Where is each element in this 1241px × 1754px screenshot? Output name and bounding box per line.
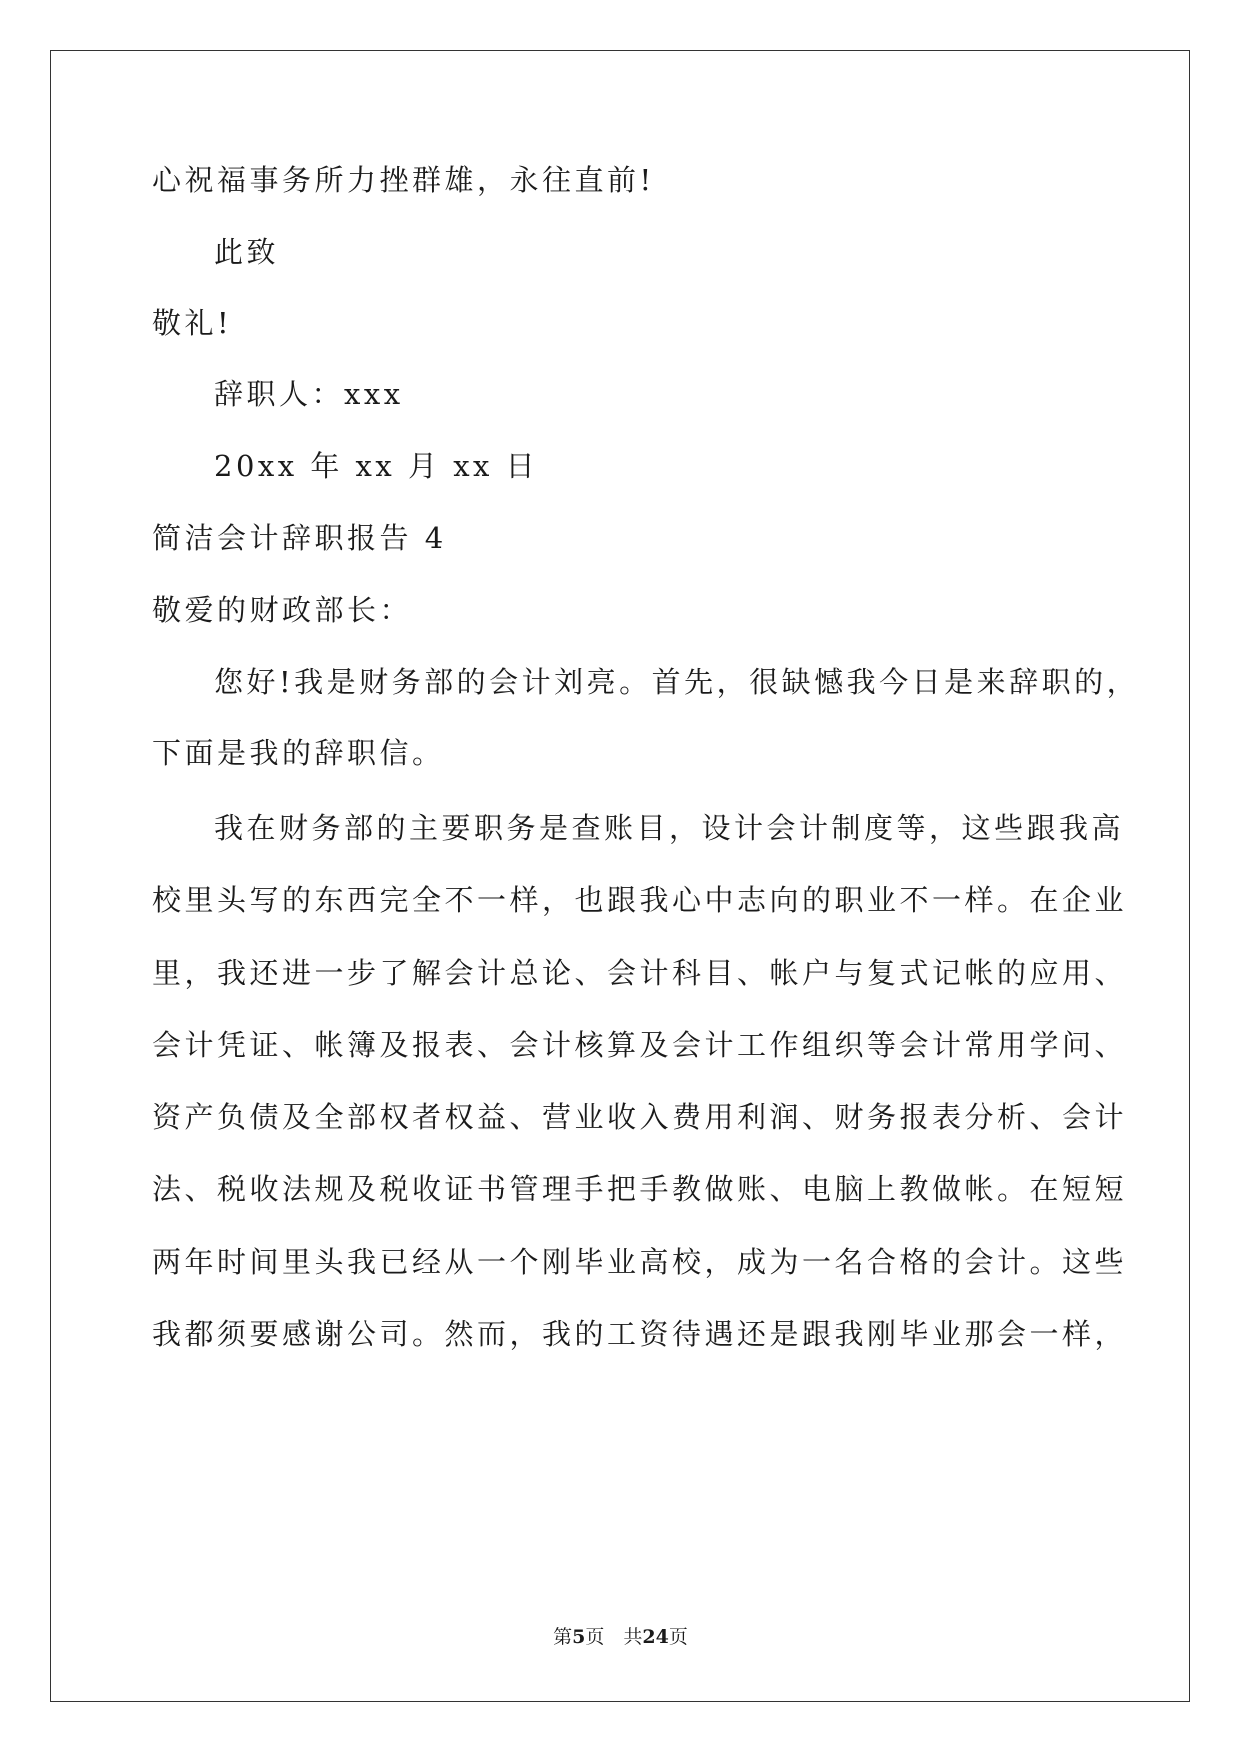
closing-regards: 敬礼!	[152, 306, 233, 340]
signature-line: 辞职人：xxx	[214, 377, 404, 411]
greeting-line: 敬爱的财政部长：	[152, 593, 413, 627]
section-title: 简洁会计辞职报告 4	[152, 521, 447, 555]
total-page-count: 24	[642, 1626, 669, 1648]
page-footer	[0, 1625, 1241, 1649]
footer-suffix: 页	[668, 1626, 688, 1648]
current-page-number: 5	[572, 1626, 586, 1648]
paragraph-line: 里，我还进一步了解会计总论、会计科目、帐户与复式记帐的应用、	[152, 956, 1128, 990]
paragraph-line: 校里头写的东西完全不一样，也跟我心中志向的职业不一样。在企业	[152, 883, 1128, 917]
paragraph-line: 我都须要感谢公司。然而，我的工资待遇还是跟我刚毕业那会一样，	[152, 1317, 1128, 1351]
paragraph-line: 两年时间里头我已经从一个刚毕业高校，成为一名合格的会计。这些	[152, 1245, 1128, 1279]
paragraph-line: 法、税收法规及税收证书管理手把手教做账、电脑上教做帐。在短短	[152, 1172, 1128, 1206]
date-line: 20xx 年 xx 月 xx 日	[214, 449, 539, 483]
paragraph-line: 资产负债及全部权者权益、营业收入费用利润、财务报表分析、会计	[152, 1100, 1128, 1134]
paragraph-line: 下面是我的辞职信。	[152, 736, 445, 770]
paragraph-line: 会计凭证、帐簿及报表、会计核算及会计工作组织等会计常用学问、	[152, 1028, 1128, 1062]
text-line: 心祝福事务所力挫群雄，永往直前!	[152, 163, 655, 197]
paragraph-line: 我在财务部的主要职务是查账目，设计会计制度等，这些跟我高	[214, 811, 1125, 845]
closing-salutation: 此致	[214, 235, 280, 269]
footer-prefix: 第	[553, 1626, 573, 1648]
paragraph-line: 您好!我是财务部的会计刘亮。首先，很缺憾我今日是来辞职的，	[214, 665, 1140, 699]
page-border	[50, 50, 1190, 1702]
footer-middle: 页 共	[585, 1626, 643, 1648]
